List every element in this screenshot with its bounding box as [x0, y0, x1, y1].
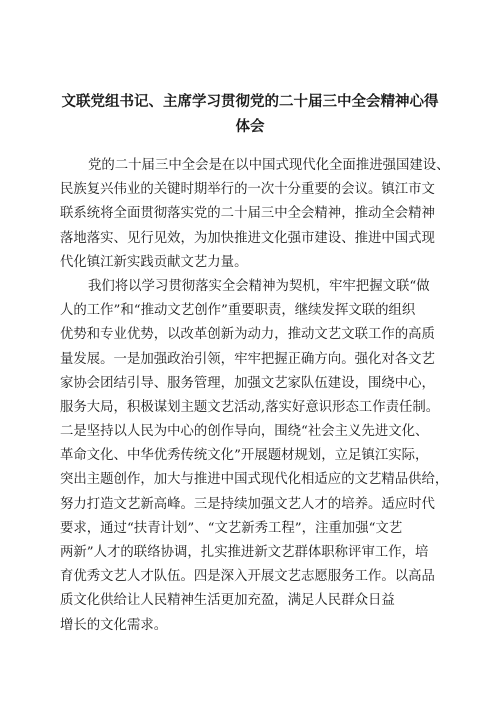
paragraph	[60, 275, 465, 638]
text-line: 两新”人才的联络协调，扎实推进新文艺群体职称评审工作，培	[60, 545, 429, 560]
paragraph	[60, 154, 465, 275]
title-line: 文联党组书记、主席学习贯彻党的二十届三中全会精神心得	[61, 94, 439, 110]
text-line: 人的工作”和“推动文艺创作”重要职责，继续发挥文联的组织	[60, 303, 416, 319]
text-line: 落地落实、见行见效，为加快推进文化强市建设、推进中国式现	[60, 230, 435, 246]
text-line: 革命文化、中华优秀传统文化”开展题材规划，立足镇江实际，	[60, 448, 429, 464]
text-line: 量发展。一是加强政治引领，牢牢把握正确方向。强化对各文艺	[60, 351, 435, 367]
text-line: 努力打造文艺新高峰。三是持续加强文艺人才的培养。适应时代	[60, 496, 435, 512]
text-line: 优势和专业优势，以改革创新为动力，推动文艺文联工作的高质	[60, 327, 435, 343]
document-body	[60, 154, 465, 638]
text-line: 代化镇江新实践贡献文艺力量。	[60, 254, 248, 270]
document-title	[60, 90, 440, 140]
text-line: 家协会团结引导、服务管理，加强文艺家队伍建设，围绕中心，	[60, 375, 435, 391]
text-line: 增长的文化需求。	[60, 617, 168, 633]
text-line: 我们将以学习贯彻落实全会精神为契机，牢牢把握文联“做	[88, 278, 430, 294]
title-line: 体会	[235, 119, 265, 135]
text-line: 党的二十届三中全会是在以中国式现代化全面推进强国建设、	[88, 158, 450, 173]
text-line: 突出主题创作，加大与推进中国式现代化相适应的文艺精品供给，	[60, 472, 449, 488]
text-line: 民族复兴伟业的关键时期举行的一次十分重要的会议。镇江市文	[60, 182, 435, 198]
text-line: 联系统将全面贯彻落实党的二十届三中全会精神，推动全会精神	[60, 206, 435, 222]
text-line: 质文化供给让人民精神生活更加充盈，满足人民群众日益	[60, 593, 395, 609]
text-line: 育优秀文艺人才队伍。四是深入开展文艺志愿服务工作。以高品	[60, 569, 435, 585]
text-line: 服务大局，积极谋划主题文艺活动,落实好意识形态工作责任制。	[60, 399, 440, 415]
text-line: 二是坚持以人民为中心的创作导向，围绕“社会主义先进文化、	[60, 424, 429, 440]
text-line: 要求，通过“扶青计划”、“文艺新秀工程”，注重加强“文艺	[60, 520, 403, 536]
